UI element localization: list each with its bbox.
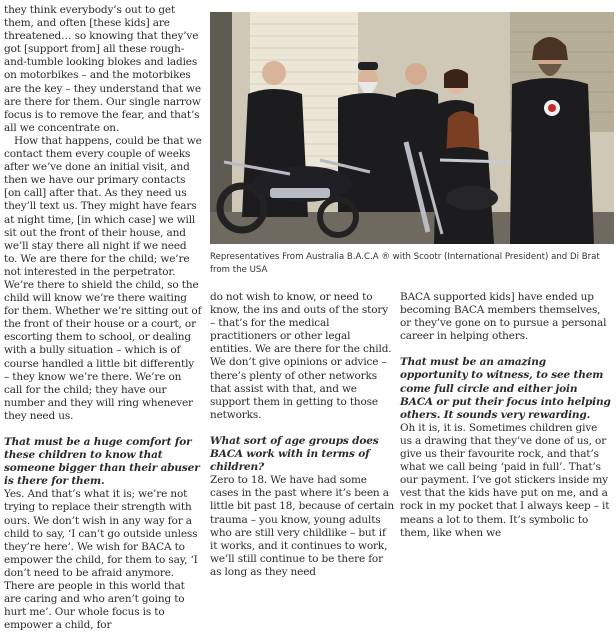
- body-paragraph: Yes. And that’s what it is; we’re not trying to replace their strength with ours. We don’t wish in any way for a child to say, ‘I can’t go outside unless they’re here’. We wish for BACA to empower the child, for them to say, ‘I don’t need to be afraid anymore. There are people in this world that are caring and who aren’t going to hurt me’. Our whole focus is to empower a child, for: [4, 488, 198, 632]
- bikers-group-photo: [210, 12, 614, 244]
- body-paragraph: BACA supported kids] have ended up becoming BACA members themselves, or they’ve gone on to pursue a personal career in helping others.: [400, 291, 607, 343]
- article-column-1: [4, 4, 202, 632]
- interview-question: That must be a huge comfort for these children to know that someone bigger than their abuser is there for them.: [4, 436, 200, 488]
- article-photo: [210, 12, 614, 244]
- article-column-2: [210, 291, 394, 579]
- body-paragraph: How that happens, could be that we contact them every couple of weeks after we’ve done an initial visit, and then we have our primary contacts [on call] after that. As they need us they’ll text us. They might have fears at night time, [in which case] we will sit out the front of their house, and we’ll stay there all night if we need to. We are there for the child; we’re not interested in the perpetrator. We’re there to shield the child, so the child will know we’re there waiting for them. Whether we’re sitting out of the front of their house or a court, or escorting them to school, or dealing with a bully situation – which is of course handled a little bit differently – they know we’re there. We’re on call for the child; they have our number and they will ring whenever they need us.: [4, 134, 202, 422]
- body-paragraph: do not wish to know, or need to know, the ins and outs of the story – that’s for the medical practitioners or other legal entities. We are there for the child. We don’t give opinions or advice – there’s plenty of other networks that assist with that, and we support them in getting to those networks.: [210, 291, 392, 421]
- interview-question: That must be an amazing opportunity to witness, to see them come full circle and either join BACA or put their focus into helping others. It sounds very rewarding.: [400, 356, 611, 421]
- interview-question: What sort of age groups does BACA work with in terms of children?: [210, 434, 379, 474]
- body-paragraph: Oh it is, it is. Sometimes children give us a drawing that they’ve done of us, or give us their favourite rock, and that’s what we call being ‘paid in full’. That’s our payment. I’ve got stickers inside my vest that the kids have put on me, and a rock in my pocket that I always keep – it means a lot to them. It’s symbolic to them, like when we: [400, 421, 610, 539]
- body-paragraph: Zero to 18. We have had some cases in the past where it’s been a little bit past 18, because of certain trauma – you know, young adults who are still very childlike – but if it works, and it continues to work, we’ll still continue to be there for as long as they need: [210, 474, 395, 578]
- body-paragraph: they think everybody’s out to get them, and often [these kids] are threatened… so knowing that they’ve got [support from] all these rough-and-tumble looking blokes and ladies on motorbikes – and the motorbikes are the key – they understand that we are there for them. Our single narrow focus is to remove the fear, and that’s all we concentrate on.: [4, 4, 201, 134]
- photo-caption: Representatives From Australia B.A.C.A ® with Scootr (International President) and Di Brat from the USA: [210, 252, 600, 275]
- article-column-3: [400, 291, 612, 540]
